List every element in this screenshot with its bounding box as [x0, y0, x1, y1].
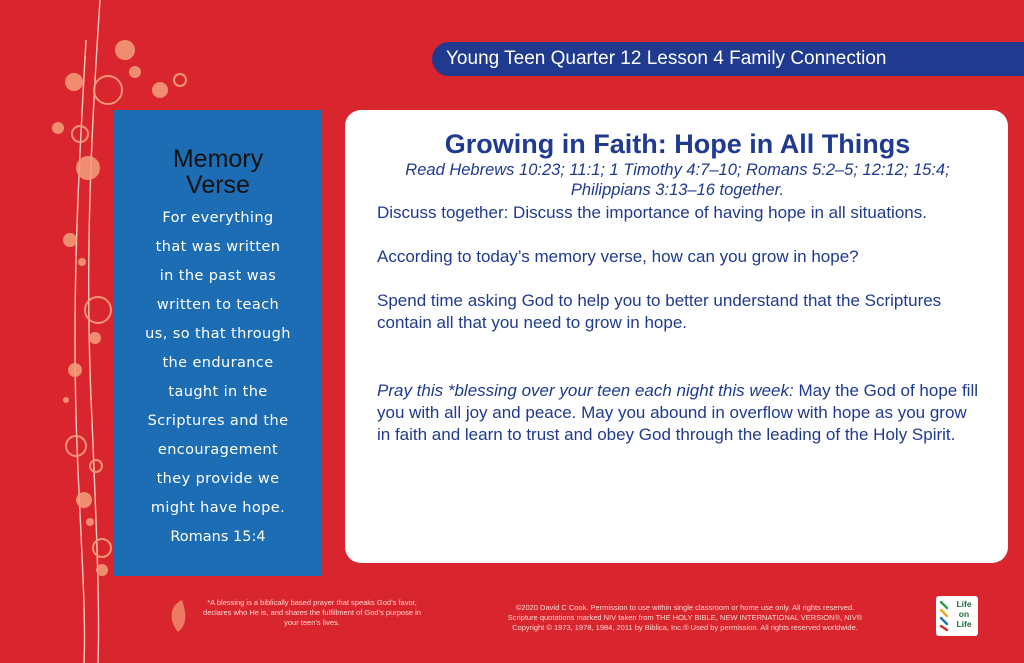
memory-heading-line1: Memory — [172, 145, 264, 173]
copyright-line: Scripture quotations marked NIV taken from THE HOLY BIBLE, NEW INTERNATIONAL VERSION®, NIV® — [507, 613, 863, 622]
verse-line: us, so that through — [145, 326, 291, 342]
logo-line: Life — [956, 619, 972, 629]
lesson-card — [345, 110, 1008, 563]
logo-line: Life — [956, 599, 972, 609]
verse-line: Scriptures and the — [147, 413, 289, 429]
life-on-life-logo — [936, 596, 978, 636]
memory-heading-line2: Verse — [186, 171, 250, 199]
copyright-line: ©2020 David C Cook. Permission to use within single classroom or home use only. All rights reserved. — [515, 603, 855, 612]
memory-verse-heading — [122, 146, 314, 198]
verse-line: that was written — [155, 239, 281, 255]
header-banner — [432, 42, 1024, 76]
logo-text — [952, 599, 976, 629]
prayer-time-paragraph: Spend time asking God to help you to better understand that the Scriptures contain all that you need to grow in hope. — [377, 291, 942, 332]
verse-line: written to teach — [156, 297, 280, 313]
verse-line: For everything — [162, 210, 274, 226]
logo-stripes-icon — [939, 600, 951, 632]
lesson-title: Young Teen Quarter 12 Lesson 4 Family Connection — [446, 48, 887, 69]
card-title: Growing in Faith: Hope in All Things — [444, 129, 911, 159]
verse-line: the endurance — [162, 355, 274, 371]
scripture-reading: Read Hebrews 10:23; 11:1; 1 Timothy 4:7–10; Romans 5:2–5; 12:12; 15:4; Philippians 3:13–16 together. — [405, 161, 950, 199]
logo-line: on — [958, 609, 970, 619]
verse-line: in the past was — [159, 268, 277, 284]
verse-reference: Romans 15:4 — [170, 529, 266, 545]
copyright-notice — [446, 603, 924, 633]
verse-line: they provide we — [156, 471, 280, 487]
blessing-paragraph — [377, 380, 978, 446]
blessing-footnote: *A blessing is a biblically based prayer that speaks God’s favor, declares who He is, and shares the fulfillment of God’s purpose in your teen’s lives. — [203, 598, 421, 627]
blessing-intro: Pray this *blessing over your teen each night this week: — [377, 381, 794, 400]
copyright-line: Copyright © 1973, 1978, 1984, 2011 by Biblica, Inc.® Used by permission. All rights reserved worldwide. — [512, 623, 858, 632]
verse-line: taught in the — [168, 384, 268, 400]
memory-verse-text — [122, 204, 314, 523]
blessing-text: May the God of hope fill you with all joy and peace. May you abound in overflow with hope as you grow in faith and learn to trust and obey God through the leading of the Holy Spirit. — [377, 381, 979, 444]
verse-line: encouragement — [157, 442, 279, 458]
question-paragraph: According to today’s memory verse, how can you grow in hope? — [377, 247, 859, 266]
verse-line: might have hope. — [150, 500, 286, 516]
discuss-paragraph: Discuss together: Discuss the importance of having hope in all situations. — [377, 203, 927, 222]
memory-verse-box — [114, 110, 322, 576]
